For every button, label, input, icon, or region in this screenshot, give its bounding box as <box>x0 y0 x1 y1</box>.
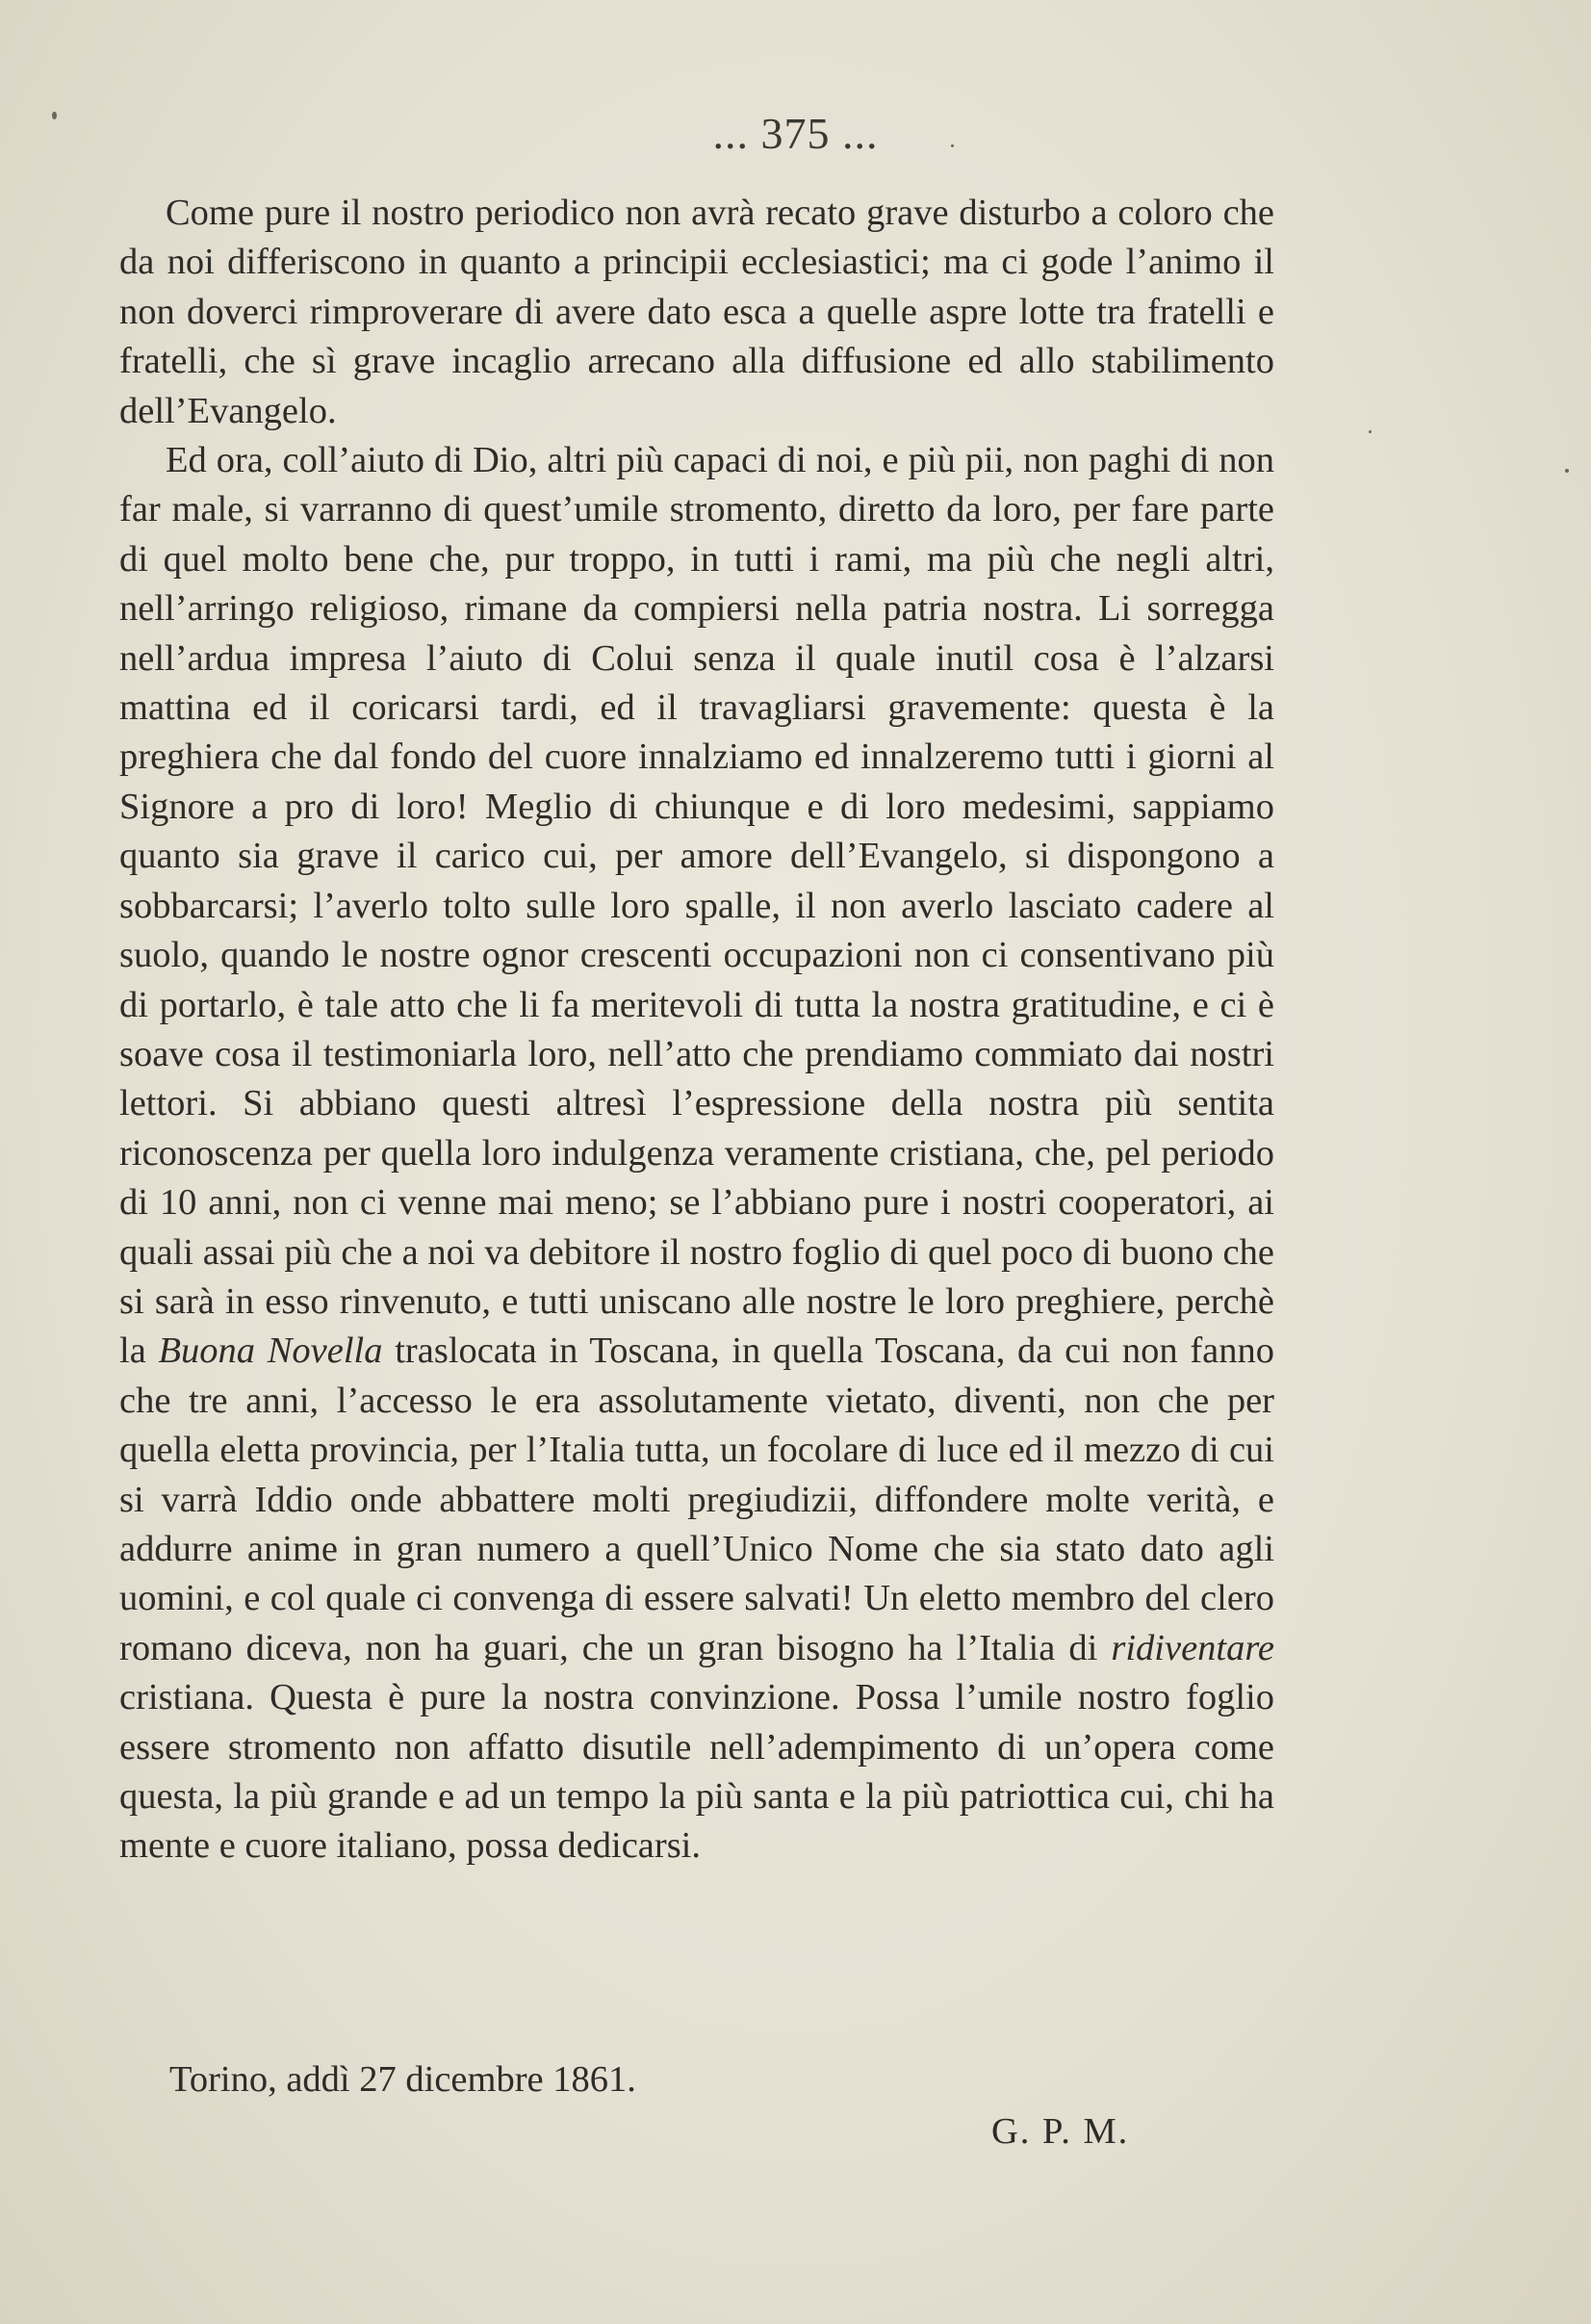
emphasis-italic: ridiventare <box>1111 1627 1274 1668</box>
paragraph-2-text-a: Ed ora, coll’aiuto di Dio, altri più capaci di noi, e più pii, non paghi di non far male, si varranno di quest’umile stromento, diretto da loro, per fare parte di quel molto bene che, pur troppo, in tutti i rami, ma più che negli altri, nell’arringo religioso, rimane da compiersi nella patria nostra. Li sorregga nell’ardua impresa l’aiuto di Colui senza il quale inutil cosa è l’alzarsi mattina ed il coricarsi tardi, ed il travagliarsi gravemente: questa è la preghiera che dal fondo del cuore innalziamo ed innalzeremo tutti i giorni al Signore a pro di loro! Meglio di chiunque e di loro medesimi, sappiamo quanto sia grave il carico cui, per amore dell’Evangelo, si dispongono a sobbarcarsi; l’averlo tolto sulle loro spalle, il non averlo lasciato cadere al suolo, quando le nostre ognor crescenti occupazioni non ci consentivano più di portarlo, è tale atto che li fa meritevoli di tutta la nostra gratitudine, e ci è soave cosa il testimoniarla loro, nell’atto che prendiamo commiato dai nostri lettori. Si abbiano questi altresì l’espressione della nostra più sentita riconoscenza per quella loro indulgenza veramente cristiana, che, pel periodo di 10 anni, non ci venne mai meno; se l’abbiano pure i nostri cooperatori, ai quali assai più che a noi va debitore il nostro foglio di quel poco di buono che si sarà in esso rinvenuto, e tutti uniscano alle nostre le loro preghiere, perchè la <box>119 440 1274 1372</box>
paper-speck <box>1369 430 1372 433</box>
journal-title-italic: Buona Novella <box>158 1330 383 1372</box>
body-text <box>119 189 1274 1872</box>
signature: G. P. M. <box>991 2111 1130 2152</box>
paragraph-2-text-b: traslocata in Toscana, in quella Toscana, da cui non fanno che tre anni, l’accesso le era assolutamente vietato, diventi, non che per quella eletta provincia, per l’Italia tutta, un focolare di luce ed il mezzo di cui si varrà Iddio onde abbattere molti pregiudizii, diffondere molte verità, e addurre anime in gran numero a quell’Unico Nome che sia stato dato agli uomini, e col quale ci convenga di essere salvati! Un eletto membro del clero romano diceva, non ha guari, che un gran bisogno ha l’Italia di <box>119 1330 1274 1668</box>
dateline: Torino, addì 27 dicembre 1861. <box>169 2059 636 2100</box>
page-number: ... 375 ... <box>712 109 879 158</box>
paragraph-1 <box>119 189 1274 436</box>
paragraph-1-text: Come pure il nostro periodico non avrà recato grave disturbo a coloro che da noi differiscono in quanto a principii ecclesiastici; ma ci gode l’animo il non doverci rimproverare di avere dato esca a quelle aspre lotte tra fratelli e fratelli, che sì grave incaglio arrecano alla diffusione ed allo stabilimento dell’Evangelo. <box>119 193 1274 431</box>
paragraph-2-text-c: cristiana. Questa è pure la nostra convinzione. Possa l’umile nostro foglio essere stromento non affatto disutile nell’adempimento di un’opera come questa, la più grande e ad un tempo la più santa e la più patriottica cui, chi ha mente e cuore italiano, possa dedicarsi. <box>119 1677 1274 1867</box>
paper-speck <box>1565 469 1569 473</box>
paragraph-2 <box>119 436 1274 1872</box>
paper-speck <box>951 144 954 147</box>
paper-speck <box>52 112 57 119</box>
